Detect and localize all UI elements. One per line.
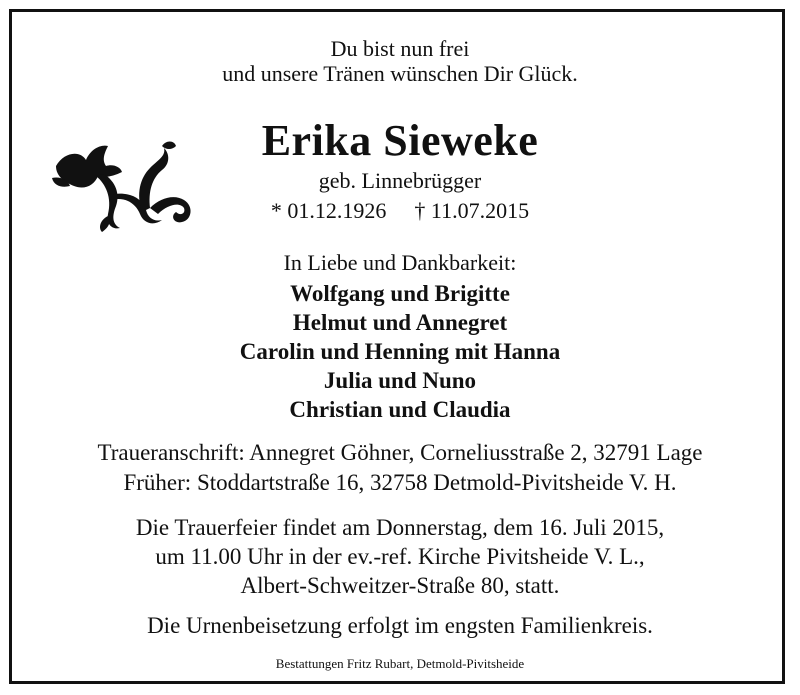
- birth-date: * 01.12.1926: [270, 198, 387, 223]
- former-address: Früher: Stoddartstraße 16, 32758 Detmold-Pivitsheide V. H.: [123, 470, 677, 495]
- undertaker: Bestattungen Fritz Rubart, Detmold-Pivitsheide: [275, 656, 525, 671]
- service-line-1: Die Trauerfeier findet am Donnerstag, dem 16. Juli 2015,: [135, 515, 665, 540]
- death-date: † 11.07.2015: [414, 198, 530, 223]
- mourner-line: Carolin und Henning mit Hanna: [239, 339, 561, 364]
- mourner-line: Helmut und Annegret: [292, 310, 508, 335]
- mourner-line: Wolfgang und Brigitte: [290, 281, 510, 306]
- burial-note: Die Urnenbeisetzung erfolgt im engsten Familienkreis.: [147, 613, 653, 638]
- life-dates: [0, 200, 800, 222]
- verse-line-2: und unsere Tränen wünschen Dir Glück.: [222, 61, 578, 86]
- mourning-address: Traueranschrift: Annegret Göhner, Corneliusstraße 2, 32791 Lage: [97, 440, 703, 465]
- deceased-name: Erika Sieweke: [261, 116, 539, 165]
- service-line-2: um 11.00 Uhr in der ev.-ref. Kirche Pivitsheide V. L.,: [155, 544, 645, 569]
- verse-line-1: Du bist nun frei: [330, 36, 470, 61]
- mourners-intro: In Liebe und Dankbarkeit:: [283, 250, 517, 275]
- service-line-3: Albert-Schweitzer-Straße 80, statt.: [240, 573, 560, 598]
- mourner-line: Christian und Claudia: [289, 397, 511, 422]
- birth-name: geb. Linnebrügger: [318, 168, 482, 193]
- mourner-line: Julia und Nuno: [323, 368, 477, 393]
